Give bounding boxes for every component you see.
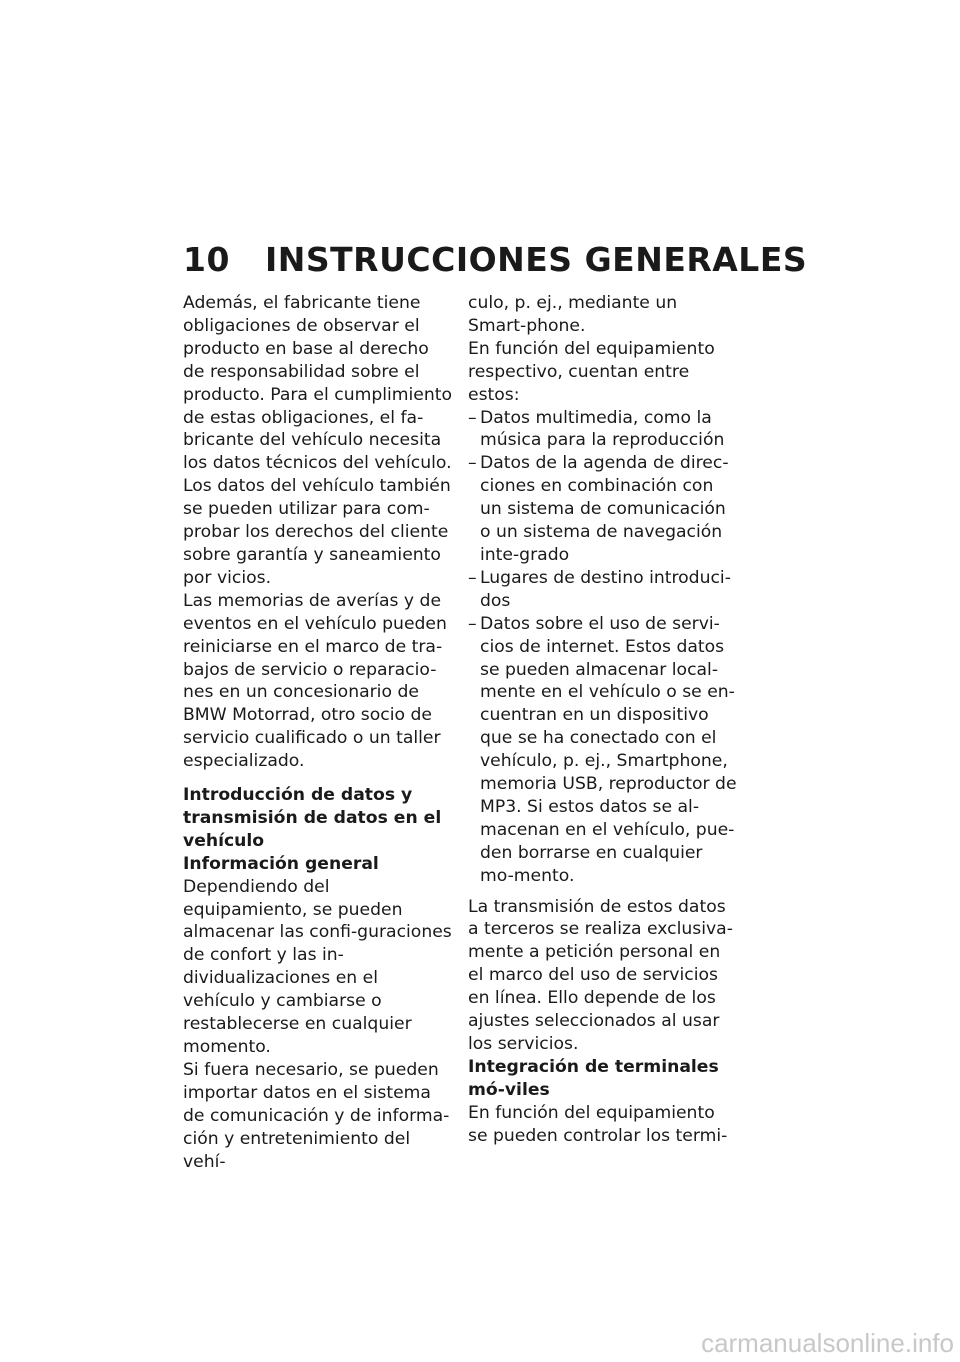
paragraph: culo, p. ej., mediante un Smart-phone. (468, 293, 678, 336)
chapter-title: INSTRUCCIONES GENERALES (265, 240, 808, 279)
subsection-heading: Información general (183, 853, 379, 874)
section-heading: Integración de terminales mó-viles (468, 1056, 719, 1100)
chapter-number: 10 (183, 240, 230, 279)
paragraph: Si fuera necesario, se pueden importar datos en el sistema de comunicación y de informa-ción y entretenimiento del vehí- (183, 1059, 450, 1172)
watermark: carmanualsonline.info (701, 1328, 954, 1358)
paragraph: La transmisión de estos datos a terceros se realiza exclusiva-mente a petición personal en el marco del uso de servicios en línea. Ello depende de los ajustes seleccionados al usar los servicios. (468, 896, 733, 1054)
left-column (183, 292, 453, 1173)
list-item: – Lugares de destino introduci-dos (468, 567, 738, 613)
paragraph: Los datos del vehículo también se pueden utilizar para com-probar los derechos del cliente sobre garantía y saneamiento por vicios. (183, 476, 451, 588)
list-item: – Datos multimedia, como la música para la reproducción (468, 407, 738, 453)
paragraph: Las memorias de averías y de eventos en el vehículo pueden reiniciarse en el marco de tra-bajos de servicio o reparacio-nes en un concesionario de BMW Motorrad, otro socio de servicio cualificado o un taller especializado. (183, 590, 447, 772)
paragraph: En función del equipamiento se pueden controlar los termi- (468, 1102, 728, 1146)
paragraph: Además, el fabricante tiene obligaciones de observar el producto en base al derecho de responsabilidad sobre el producto. Para el cumplimiento de estas obligaciones, el fa-bricante del vehículo necesita los datos técnicos del vehículo. (183, 293, 453, 474)
paragraph: Dependiendo del equipamiento, se pueden almacenar las confi-guraciones de confort y las in-dividualizaciones en el vehículo y cambiarse o restablecerse en cualquier momento. (183, 876, 452, 1057)
data-list (468, 407, 738, 888)
list-item: – Datos de la agenda de direc-ciones en combinación con un sistema de comunicación o un sistema de navegación inte-grado (468, 452, 738, 567)
list-item: – Datos sobre el uso de servi-cios de internet. Estos datos se pueden almacenar local-mente en el vehículo o se en-cuentran en un dispositivo que se ha conectado con el vehículo, p. ej., Smartphone, memoria USB, reproductor de MP3. Si estos datos se al-macenan en el vehículo, pue-den borrarse en cualquier mo-mento. (468, 613, 738, 888)
right-column (468, 292, 738, 1148)
section-heading: Introducción de datos y transmisión de datos en el vehículo (183, 785, 442, 851)
page-heading (183, 240, 807, 280)
paragraph: En función del equipamiento respectivo, cuentan entre estos: (468, 338, 715, 405)
